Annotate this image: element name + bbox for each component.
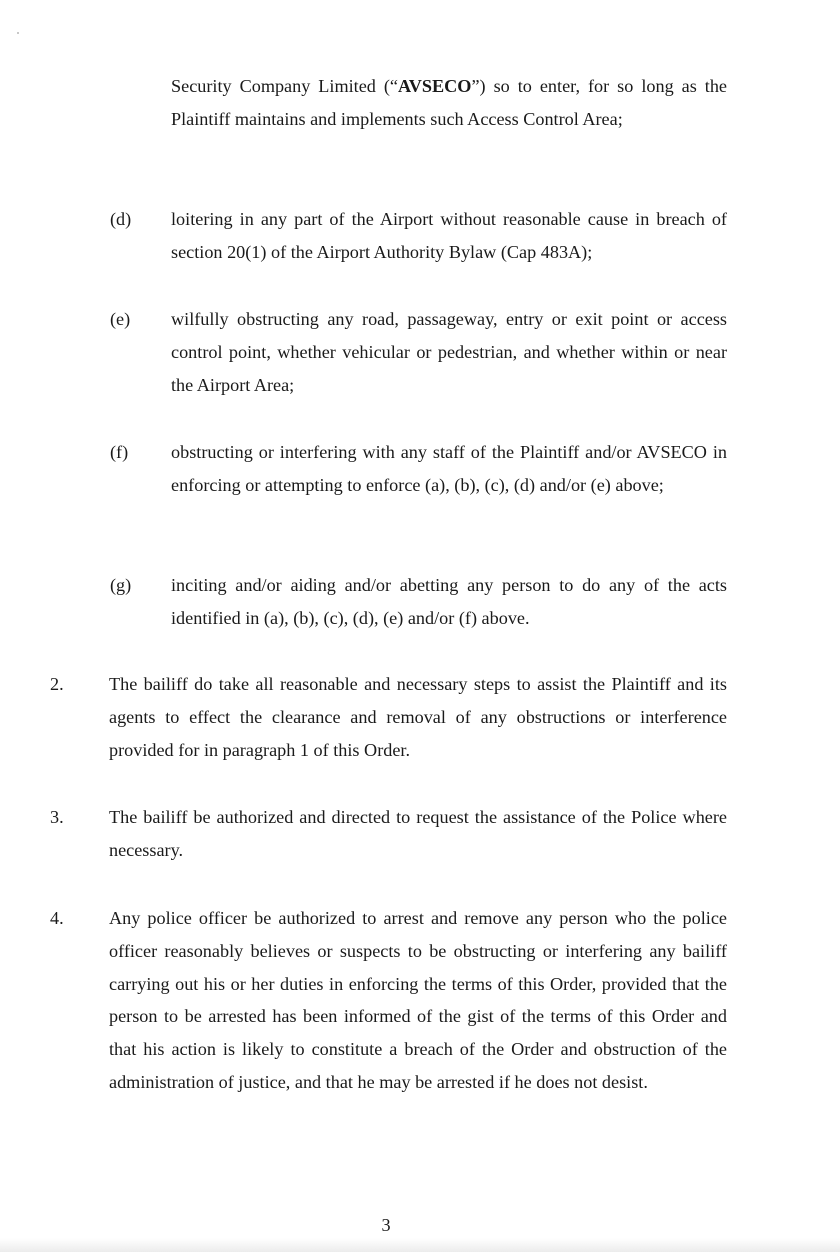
paragraph-text-2: The bailiff do take all reasonable and necessary steps to assist the Plaintiff and its agents to effect the clearance and removal of any obstructions or interference provided for in paragraph 1 of this Order.	[109, 674, 727, 760]
paragraph-number-2: 2.	[50, 674, 64, 694]
scan-speck	[17, 32, 19, 34]
subparagraph-label-f: (f)	[110, 442, 129, 462]
page-number: 3	[381, 1215, 391, 1235]
paragraph-number-4: 4.	[50, 908, 64, 928]
scan-bottom-shade	[0, 1238, 840, 1252]
continuation-suffix: ”) so to enter, for so long as the Plaintiff maintains and implements such Access Control Area;	[171, 76, 728, 129]
paragraph-text-4: Any police officer be authorized to arrest and remove any person who the police officer reasonably believes or suspects to be obstructing or interfering any bailiff carrying out his or her duties in enforcing the terms of this Order, provided that the person to be arrested has been informed of the gist of the terms of this Order and that his action is likely to constitute a breach of the Order and obstruction of the administration of justice, and that he may be arrested if he does not desist.	[109, 908, 727, 1092]
subparagraph-label-g: (g)	[110, 575, 132, 595]
subparagraph-text-f: obstructing or interfering with any staff of the Plaintiff and/or AVSECO in enforcing or attempting to enforce (a), (b), (c), (d) and/or (e) above;	[171, 442, 727, 495]
paragraph-text-3: The bailiff be authorized and directed to request the assistance of the Police where necessary.	[109, 807, 727, 860]
continuation-paragraph	[171, 70, 727, 136]
paragraph-number-3: 3.	[50, 807, 64, 827]
subparagraph-label-e: (e)	[110, 309, 131, 329]
subparagraph-text-d: loitering in any part of the Airport without reasonable cause in breach of section 20(1) of the Airport Authority Bylaw (Cap 483A);	[171, 209, 727, 262]
continuation-prefix: Security Company Limited (“	[171, 76, 398, 96]
subparagraph-text-g: inciting and/or aiding and/or abetting any person to do any of the acts identified in (a), (b), (c), (d), (e) and/or (f) above.	[171, 575, 727, 628]
subparagraph-label-d: (d)	[110, 209, 132, 229]
defined-term-avseco: AVSECO	[398, 76, 472, 96]
subparagraph-text-e: wilfully obstructing any road, passageway, entry or exit point or access control point, whether vehicular or pedestrian, and whether within or near the Airport Area;	[171, 309, 727, 395]
